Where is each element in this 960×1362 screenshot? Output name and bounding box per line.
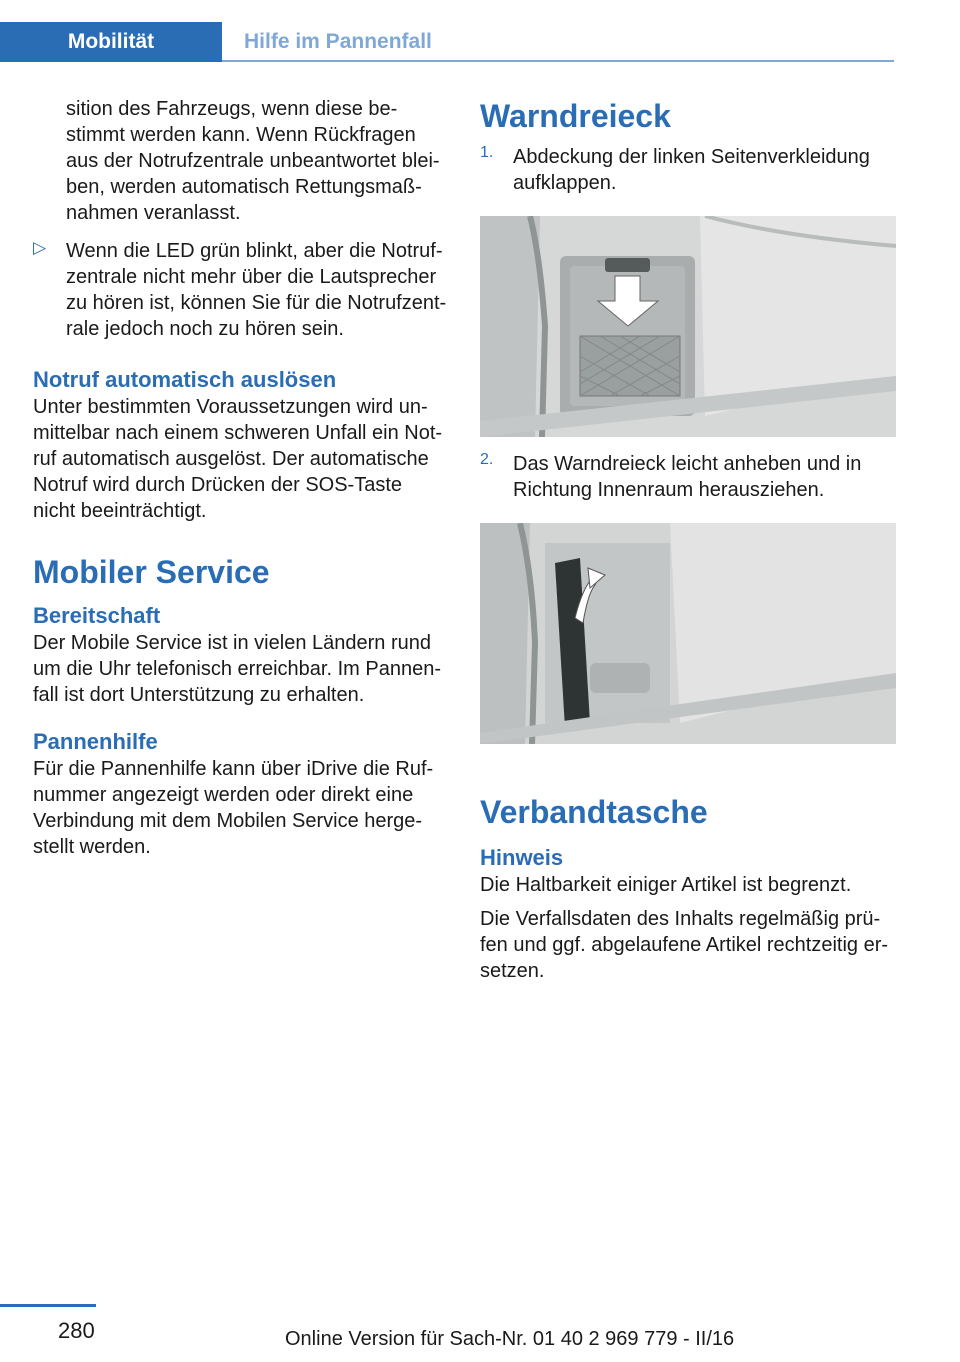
heading-verbandtasche: Verbandtasche [480, 794, 708, 830]
figure-warning-triangle-removal [480, 523, 896, 744]
heading-bereitschaft: Bereitschaft [33, 603, 161, 628]
auto-paragraph: Unter bestimmten Voraussetzungen wird un‐ mittelbar nach einem schweren Unfall ein Not‐ ruf automatisch ausgelöst. Der automatische Notruf wird durch Drücken der SOS-Taste nicht beeinträchtigt. [33, 396, 443, 522]
step-number: 2. [480, 451, 494, 468]
step-number: 1. [480, 144, 494, 161]
heading-mobiler-service: Mobiler Service [33, 554, 270, 590]
heading-warndreieck: Warndreieck [480, 98, 671, 134]
pannenhilfe-paragraph: Für die Pannenhilfe kann über iDrive die Ruf‐ nummer angezeigt werden oder direkt eine Verbindung mit dem Mobilen Service herge‐ stellt werden. [33, 758, 434, 858]
hinweis-paragraph-2: Die Verfallsdaten des Inhalts regelmäßig prü‐ fen und ggf. abgelaufene Artikel rechtzeitig er‐ setzen. [480, 908, 889, 982]
tab-mobilitaet[interactable]: Mobilität [0, 22, 222, 62]
page-number: 280 [58, 1318, 95, 1343]
footer-divider [0, 1304, 96, 1307]
step-2 [480, 451, 896, 503]
triangle-bullet-icon: ▷ [33, 238, 47, 257]
continued-paragraph: sition des Fahrzeugs, wenn diese be‐ stimmt werden kann. Wenn Rückfragen aus der Notrufzentrale unbeantwortet blei‐ ben, werden automatisch Rettungsmaß‐ nahmen veranlasst. [66, 98, 440, 224]
step-1 [480, 144, 896, 196]
heading-pannenhilfe: Pannenhilfe [33, 729, 158, 754]
heading-hinweis: Hinweis [480, 845, 564, 870]
bereitschaft-paragraph: Der Mobile Service ist in vielen Ländern rund um die Uhr telefonisch erreichbar. Im Pannen‐ fall ist dort Unterstützung zu erhalten. [33, 632, 441, 706]
tab-hilfe-im-pannenfall[interactable]: Hilfe im Pannenfall [244, 30, 432, 53]
left-column [33, 96, 448, 860]
figure-side-trim-cover [480, 216, 896, 437]
heading-notruf-automatisch: Notruf automatisch auslösen [33, 367, 337, 392]
page-header [0, 0, 960, 62]
step-text: Das Warndreieck leicht anheben und in Richtung Innenraum herausziehen. [513, 453, 862, 501]
bullet-text: Wenn die LED grün blinkt, aber die Notruf‐ zentrale nicht mehr über die Lautsprecher zu hören ist, können Sie für die Notrufzent‐ rale jedoch noch zu hören sein. [66, 240, 447, 340]
header-divider [222, 60, 894, 62]
hinweis-paragraph-1: Die Haltbarkeit einiger Artikel ist begrenzt. [480, 874, 852, 896]
online-version-text: Online Version für Sach-Nr. 01 40 2 969 779 - II/16 [285, 1328, 735, 1350]
step-text: Abdeckung der linken Seitenverkleidung aufklappen. [513, 146, 870, 194]
right-column [480, 96, 896, 984]
bullet-item [33, 238, 448, 342]
